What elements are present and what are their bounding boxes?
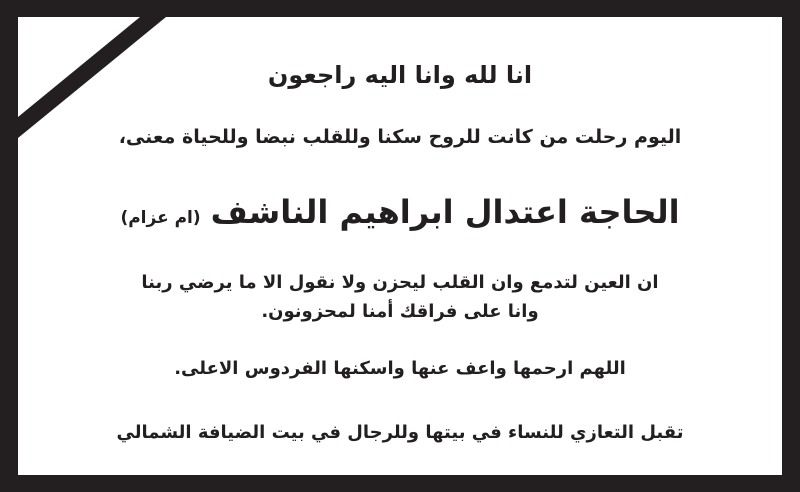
deceased-name-line	[18, 193, 782, 231]
poem-line-3: وانا على فراقك أمنا لمحزونون.	[261, 301, 539, 322]
condolence-info: تقبل التعازي للنساء في بيتها وللرجال في بيت الضيافة الشمالي	[116, 422, 684, 443]
prayer: اللهم ارحمها واعف عنها واسكنها الفردوس الاعلى.	[174, 358, 626, 379]
deceased-alias: (ام عزام)	[120, 208, 201, 228]
deceased-name: الحاجة اعتدال ابراهيم الناشف	[210, 193, 680, 231]
poem-line-2: ان العين لتدمع وان القلب ليحزن ولا نقول الا ما يرضي ربنا	[141, 272, 659, 293]
opening-verse: انا لله وانا اليه راجعون	[267, 61, 533, 89]
obituary-notice	[18, 17, 782, 475]
poem-line-1: اليوم رحلت من كانت للروح سكنا وللقلب نبضا وللحياة معنى،	[118, 126, 682, 148]
